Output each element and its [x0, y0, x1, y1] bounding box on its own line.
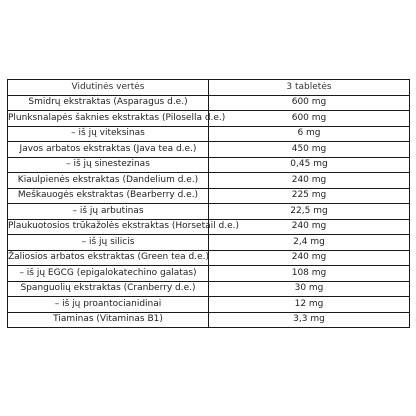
ingredient-cell: Plunksnalapės šaknies ekstraktas (Pilosella d.e.): [8, 111, 209, 127]
ingredient-cell: Meškauogės ekstraktas (Bearberry d.e.): [8, 188, 209, 204]
table-row: [8, 281, 410, 297]
table-row: [8, 142, 410, 158]
ingredient-cell: – iš jų proantocianidinai: [8, 297, 209, 313]
amount-cell: 108 mg: [209, 266, 410, 282]
amount-cell: 450 mg: [209, 142, 410, 158]
ingredient-cell: Plaukuotosios trūkažolės ekstraktas (Horsetail d.e.): [8, 219, 209, 235]
header-amount: 3 tabletės: [209, 80, 410, 96]
amount-cell: 12 mg: [209, 297, 410, 313]
amount-cell: 30 mg: [209, 281, 410, 297]
ingredient-cell: Smidrų ekstraktas (Asparagus d.e.): [8, 95, 209, 111]
amount-cell: 2,4 mg: [209, 235, 410, 251]
table-row: [8, 219, 410, 235]
header-ingredient: Vidutinės vertės: [8, 80, 209, 96]
amount-cell: 240 mg: [209, 219, 410, 235]
amount-cell: 22,5 mg: [209, 204, 410, 220]
amount-cell: 6 mg: [209, 126, 410, 142]
table-row: [8, 95, 410, 111]
amount-cell: 600 mg: [209, 95, 410, 111]
ingredient-cell: Spanguolių ekstraktas (Cranberry d.e.): [8, 281, 209, 297]
amount-cell: 240 mg: [209, 250, 410, 266]
amount-cell: 3,3 mg: [209, 312, 410, 328]
ingredient-cell: – iš jų EGCG (epigalokatechino galatas): [8, 266, 209, 282]
ingredient-cell: Žaliosios arbatos ekstraktas (Green tea d.e.): [8, 250, 209, 266]
ingredient-cell: – iš jų viteksinas: [8, 126, 209, 142]
table-row: [8, 173, 410, 189]
table-header-row: [8, 80, 410, 96]
nutrition-table: [7, 79, 410, 328]
ingredient-cell: Javos arbatos ekstraktas (Java tea d.e.): [8, 142, 209, 158]
amount-cell: 240 mg: [209, 173, 410, 189]
table-row: [8, 188, 410, 204]
ingredient-cell: – iš jų arbutinas: [8, 204, 209, 220]
table-row: [8, 235, 410, 251]
ingredient-cell: – iš jų silicis: [8, 235, 209, 251]
table-row: [8, 126, 410, 142]
ingredient-cell: Tiaminas (Vitaminas B1): [8, 312, 209, 328]
amount-cell: 0,45 mg: [209, 157, 410, 173]
table-row: [8, 111, 410, 127]
table-row: [8, 312, 410, 328]
table-row: [8, 297, 410, 313]
ingredient-cell: Kiaulpienės ekstraktas (Dandelium d.e.): [8, 173, 209, 189]
ingredient-cell: – iš jų sinestezinas: [8, 157, 209, 173]
table-row: [8, 250, 410, 266]
amount-cell: 225 mg: [209, 188, 410, 204]
amount-cell: 600 mg: [209, 111, 410, 127]
table-row: [8, 204, 410, 220]
table-row: [8, 266, 410, 282]
table-row: [8, 157, 410, 173]
